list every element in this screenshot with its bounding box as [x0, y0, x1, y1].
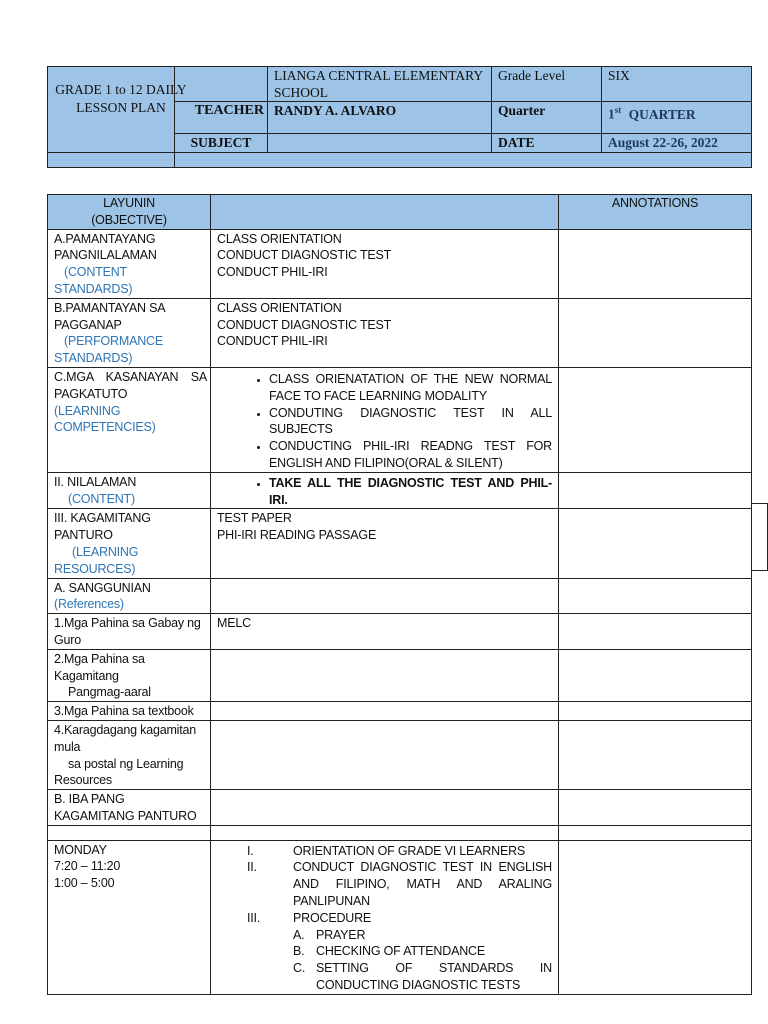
textbook-label: 3.Mga Pahina sa textbook: [48, 702, 211, 721]
performance-standards-line: CONDUCT PHIL-IRI: [217, 334, 328, 349]
content-standards-line: CLASS ORIENTATION: [217, 231, 342, 246]
competencies-value: [211, 367, 559, 472]
other-materials-value: [211, 790, 559, 826]
competency-item: • CONDUCTING PHIL-IRI READNG TEST FOR ENGLISH AND FILIPINO(ORAL & SILENT): [269, 438, 552, 472]
annotations-header: ANNOTATIONS: [559, 195, 752, 230]
resources-english: (LEARNING RESOURCES): [54, 544, 139, 576]
quarter-word: QUARTER: [628, 106, 696, 122]
empty-cell: [211, 825, 559, 840]
content-standards-line: CONDUCT PHIL-IRI: [217, 265, 328, 280]
empty-cell: [48, 825, 211, 840]
monday-activity-item: [217, 910, 552, 994]
references-english: (References): [54, 597, 124, 612]
monday-day: MONDAY: [54, 842, 107, 857]
empty-cell: [559, 825, 752, 840]
competency-item: • CLASS ORIENATATION OF THE NEW NORMAL FACE TO FACE LEARNING MODALITY: [269, 371, 552, 405]
activity-number: II.: [247, 860, 257, 875]
dlp-title: GRADE 1 to 12 DAILY LESSON PLAN: [55, 82, 187, 115]
learner-material-label: [48, 649, 211, 701]
activity-text: PROCEDURE: [293, 910, 372, 925]
activity-number: III.: [247, 910, 261, 925]
quarter-number: 1: [608, 106, 615, 122]
content-standards-title: A.PAMANTAYANG PANGNILALAMAN: [54, 231, 157, 263]
references-label: [48, 578, 211, 614]
activity-text: ORIENTATION OF GRADE VI LEARNERS: [293, 843, 526, 858]
content-standards-english: (CONTENT STANDARDS): [54, 265, 133, 296]
procedure-letter: A.: [293, 927, 305, 942]
additional-materials-title: 4.Karagdagang kagamitan mula: [54, 722, 197, 754]
activity-number: I.: [247, 843, 254, 858]
procedure-letter: C.: [293, 961, 306, 976]
competencies-english: (LEARNING COMPETENCIES): [54, 403, 156, 435]
resources-line: PHI-IRI READING PASSAGE: [217, 528, 377, 543]
learner-material-title: 2.Mga Pahina sa Kagamitang: [54, 651, 145, 683]
content-header: [211, 195, 559, 230]
lesson-plan-header: [47, 66, 752, 168]
lesson-plan-table: [47, 194, 752, 995]
subject-value: [268, 134, 492, 153]
quarter-suffix: st: [614, 105, 622, 115]
references-title: A. SANGGUNIAN: [54, 580, 151, 595]
competencies-title: C.MGA KASANAYAN SA PAGKATUTO: [54, 369, 207, 401]
activity-text: CONDUCT DIAGNOSTIC TEST IN ENGLISH AND FILIPINO, MATH AND ARALING PANLIPUNAN: [293, 860, 552, 909]
procedure-text: SETTING OF STANDARDS IN CONDUCTING DIAGNOSTIC TESTS: [316, 961, 552, 993]
quarter-label: Quarter: [492, 102, 602, 134]
monday-time-am: 7:20 – 11:20: [54, 859, 121, 874]
resources-line: TEST PAPER: [217, 511, 292, 526]
objective-header-line1: LAYUNIN: [103, 196, 155, 210]
quarter-value: [602, 102, 752, 134]
performance-standards-value: [211, 298, 559, 367]
content-standards-line: CONDUCT DIAGNOSTIC TEST: [217, 248, 392, 263]
annotation-cell: [559, 702, 752, 721]
monday-activity-item: [217, 859, 552, 909]
objective-header-line2: (OBJECTIVE): [91, 212, 167, 227]
additional-materials-label: [48, 720, 211, 789]
annotation-cell: [559, 509, 752, 578]
teacher-label: TEACHER: [175, 102, 268, 134]
performance-standards-line: CONDUCT DIAGNOSTIC TEST: [217, 317, 392, 332]
procedure-letter: B.: [293, 944, 305, 959]
school-name: LIANGA CENTRAL ELEMENTARY SCHOOL: [268, 67, 492, 102]
additional-materials-sub: sa postal ng Learning Resources: [54, 756, 184, 788]
content-standards-label: [48, 229, 211, 298]
learner-material-sub: Pangmag-aaral: [68, 685, 151, 700]
table-edge-stub: [751, 503, 768, 571]
monday-schedule: [48, 840, 211, 994]
annotation-cell: [559, 720, 752, 789]
performance-standards-label: [48, 298, 211, 367]
references-value: [211, 578, 559, 614]
procedure-text: PRAYER: [316, 927, 366, 942]
monday-activities: [211, 840, 559, 994]
annotation-cell: [559, 649, 752, 701]
annotation-cell: [559, 614, 752, 650]
content-label: [48, 472, 211, 509]
subject-label: SUBJECT: [175, 134, 268, 153]
content-item: • TAKE ALL THE DIAGNOSTIC TEST AND PHIL-IRI.: [269, 475, 552, 509]
competencies-list: [217, 371, 552, 472]
empty-cell: [175, 153, 752, 168]
monday-activity-list: [217, 843, 552, 994]
procedure-item: [293, 927, 552, 944]
teacher-name: RANDY A. ALVARO: [268, 102, 492, 134]
teacher-guide-label: 1.Mga Pahina sa Gabay ng Guro: [48, 614, 211, 650]
annotation-cell: [559, 472, 752, 509]
competencies-label: [48, 367, 211, 472]
dlp-title-cell: [48, 67, 187, 153]
textbook-value: [211, 702, 559, 721]
resources-label: [48, 509, 211, 578]
annotation-cell: [559, 367, 752, 472]
annotation-cell: [559, 229, 752, 298]
content-english: (CONTENT): [68, 491, 135, 506]
monday-activity-item: [217, 843, 552, 860]
teacher-guide-value: MELC: [211, 614, 559, 650]
empty-cell: [175, 67, 268, 102]
objective-header: [48, 195, 211, 230]
resources-title: III. KAGAMITANG PANTURO: [54, 511, 151, 543]
competency-item: • CONDUTING DIAGNOSTIC TEST IN ALL SUBJECTS: [269, 405, 552, 439]
other-materials-label: B. IBA PANG KAGAMITANG PANTURO: [48, 790, 211, 826]
annotation-cell: [559, 298, 752, 367]
performance-standards-english: (PERFORMANCE STANDARDS): [54, 334, 163, 366]
additional-materials-value: [211, 720, 559, 789]
content-standards-value: [211, 229, 559, 298]
annotation-cell: [559, 578, 752, 614]
date-value: August 22-26, 2022: [602, 134, 752, 153]
performance-standards-title: B.PAMANTAYAN SA PAGGANAP: [54, 300, 165, 332]
performance-standards-line: CLASS ORIENTATION: [217, 300, 342, 315]
procedure-item: [293, 960, 552, 994]
grade-level-label: Grade Level: [492, 67, 602, 102]
resources-value: [211, 509, 559, 578]
content-value: [211, 472, 559, 509]
date-label: DATE: [492, 134, 602, 153]
content-list: [217, 475, 552, 509]
annotation-cell: [559, 840, 752, 994]
annotation-cell: [559, 790, 752, 826]
procedure-item: [293, 943, 552, 960]
empty-cell: [48, 153, 175, 168]
content-title: II. NILALAMAN: [54, 474, 137, 489]
grade-level-value: SIX: [602, 67, 752, 102]
monday-time-pm: 1:00 – 5:00: [54, 876, 115, 891]
procedure-list: [293, 927, 552, 994]
procedure-text: CHECKING OF ATTENDANCE: [316, 944, 485, 959]
learner-material-value: [211, 649, 559, 701]
